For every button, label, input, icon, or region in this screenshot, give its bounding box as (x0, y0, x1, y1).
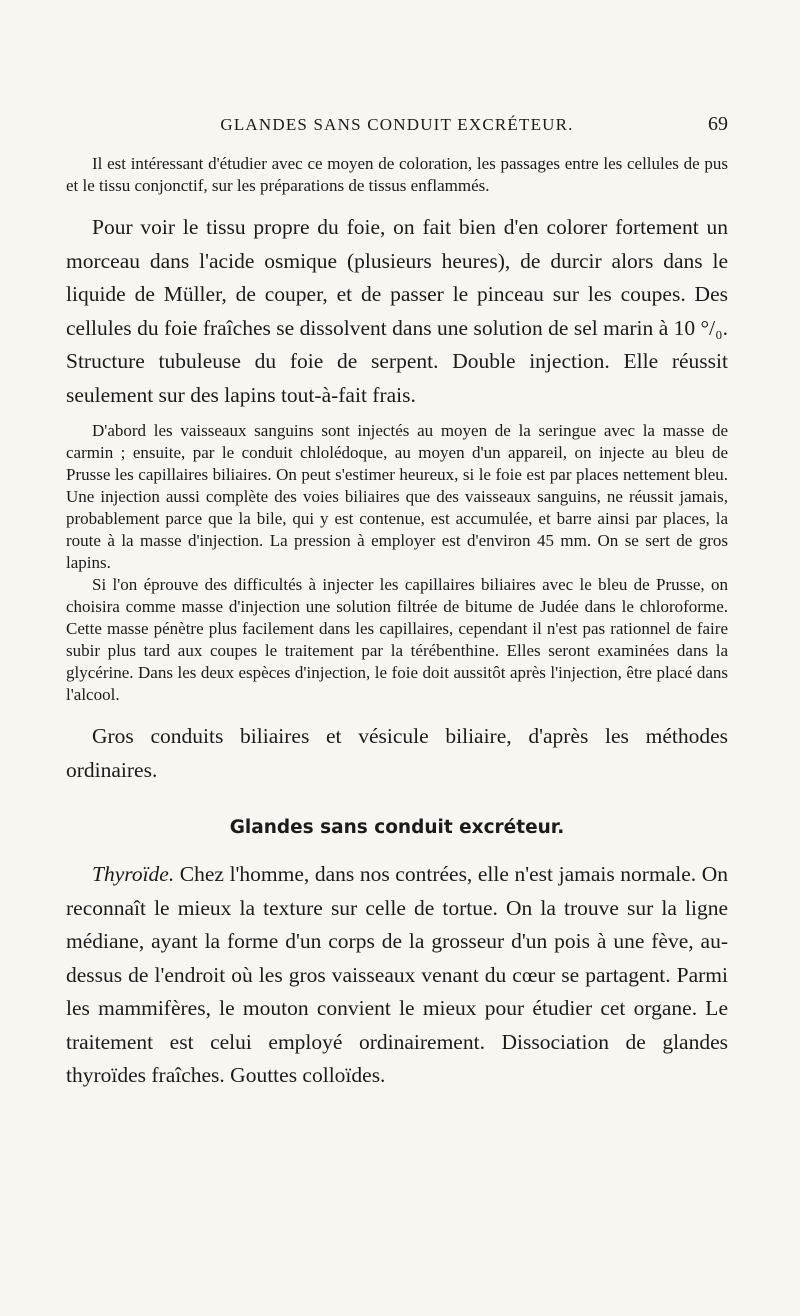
paragraph-injection-alternative: Si l'on éprouve des difficultés à injecter les capillaires biliaires avec le bleu de Prusse, on choisira comme masse d'injection une solution filtrée de bitume de Judée dans le chloroforme. Cette masse pénètre plus facilement dans les capillaires, cependant il n'est pas rationnel de faire subir plus tard aux coupes le traitement par la térébenthine. Elles seront examinées dans la glycérine. Dans les deux espèces d'injection, le foie doit aussitôt après l'injection, être placé dans l'alcool. (66, 575, 728, 704)
section-title: Glandes sans conduit excréteur. (229, 817, 565, 838)
paragraph-bile-ducts: Gros conduits biliaires et vésicule biliaire, d'après les méthodes ordinaires. (66, 724, 728, 782)
running-head (66, 113, 728, 143)
thyroid-body: Chez l'homme, dans nos contrées, elle n'est jamais normale. On reconnaît le mieux la texture sur celle de tortue. On la trouve sur la ligne médiane, ayant la forme d'un corps de la grosseur d'un pois à une fève, au-dessus de l'endroit où les gros vaisseaux venant du cœur se partagent. Parmi les mammifères, le mouton convient le mieux pour étudier cet organe. Le traitement est celui employé ordinairement. Dissociation de glandes thyroïdes fraîches. Gouttes colloïdes. (66, 862, 728, 1087)
thyroid-lead: Thyroïde. (92, 862, 175, 886)
running-title: GLANDES SANS CONDUIT EXCRÉTEUR. (220, 115, 574, 134)
paragraph-inflamed-tissue: Il est intéressant d'étudier avec ce moyen de coloration, les passages entre les cellules de pus et le tissu conjonctif, sur les préparations de tissus enflammés. (66, 154, 728, 195)
page-number: 69 (708, 113, 728, 135)
paragraph-injection-procedure: D'abord les vaisseaux sanguins sont injectés au moyen de la seringue avec la masse de carmin ; ensuite, par le conduit chlolédoque, au moyen d'un appareil, on injecte au bleu de Prusse les capillaires biliaires. On peut s'estimer heureux, si le foie est par places nettement bleu. Une injection aussi complète des voies biliaires que des vaisseaux sanguins, ne réussit jamais, probablement parce que la bile, qui y est contenue, est accumulée, et barre ainsi par places, la route à la masse d'injection. La pression à employer est d'environ 45 mm. On se sert de gros lapins. (66, 421, 728, 572)
paragraph-liver-tissue: Pour voir le tissu propre du foie, on fait bien d'en colorer fortement un morceau dans l'acide osmique (plusieurs heures), de durcir alors dans le liquide de Müller, de couper, et de passer le pinceau sur les coupes. Des cellules du foie fraîches se dissolvent dans une solution de sel marin à 10 °/₀. Structure tubuleuse du foie de serpent. Double injection. Elle réussit seulement sur des lapins tout-à-fait frais. (66, 215, 728, 407)
paragraph-thyroid (66, 858, 728, 1093)
